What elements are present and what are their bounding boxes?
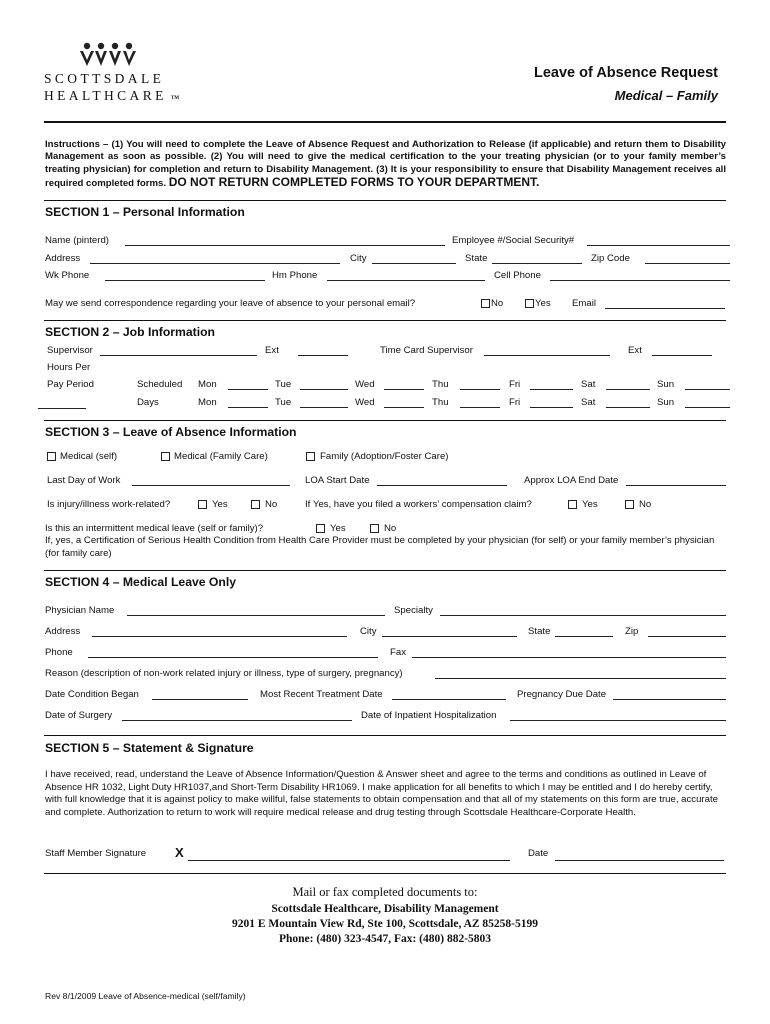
address-label: Address xyxy=(45,253,81,264)
hm-phone-label: Hm Phone xyxy=(272,270,318,281)
surgery-date-field[interactable] xyxy=(122,720,352,721)
days-sun-label: Sun xyxy=(657,397,675,408)
physician-zip-field[interactable] xyxy=(648,636,726,637)
email-no-label: No xyxy=(491,298,504,309)
medical-self-label: Medical (self) xyxy=(60,451,118,462)
scheduled-tue-label: Tue xyxy=(275,379,292,390)
pregnancy-due-label: Pregnancy Due Date xyxy=(517,689,607,700)
work-related-label: Is injury/illness work-related? xyxy=(47,499,171,510)
medical-self-checkbox[interactable] xyxy=(47,452,56,461)
email-yes-checkbox[interactable] xyxy=(525,299,534,308)
scheduled-mon-field[interactable] xyxy=(228,389,268,390)
wk-phone-label: Wk Phone xyxy=(45,270,90,281)
name-label: Name (pinterd) xyxy=(45,235,109,246)
family-adoption-checkbox[interactable] xyxy=(306,452,315,461)
days-sat-label: Sat xyxy=(581,397,596,408)
recent-treatment-label: Most Recent Treatment Date xyxy=(260,689,383,700)
reason-label: Reason (description of non-work related injury or illness, type of surgery, pregnancy) xyxy=(45,668,403,679)
scheduled-sat-field[interactable] xyxy=(606,389,650,390)
section3-title: SECTION 3 – Leave of Absence Information xyxy=(45,425,297,439)
signature-x-mark: X xyxy=(175,845,184,860)
days-sat-field[interactable] xyxy=(606,407,650,408)
intermittent-yes-checkbox[interactable] xyxy=(316,524,325,533)
specialty-field[interactable] xyxy=(440,615,726,616)
days-sun-field[interactable] xyxy=(685,407,730,408)
work-related-yes-label: Yes xyxy=(212,499,228,510)
days-thu-label: Thu xyxy=(432,397,449,408)
pregnancy-due-field[interactable] xyxy=(613,699,726,700)
logo-line-1: SCOTTSDALE xyxy=(44,71,165,86)
physician-field[interactable] xyxy=(127,615,385,616)
work-related-no-label: No xyxy=(265,499,278,510)
scheduled-wed-field[interactable] xyxy=(384,389,424,390)
revision-note: Rev 8/1/2009 Leave of Absence-medical (self/family) xyxy=(45,991,246,1001)
signature-date-field[interactable] xyxy=(555,860,724,861)
timecard-supervisor-label: Time Card Supervisor xyxy=(380,345,473,356)
cell-phone-field[interactable] xyxy=(550,280,730,281)
footer-divider xyxy=(44,873,726,874)
header-divider xyxy=(44,121,726,123)
state-label: State xyxy=(465,253,488,264)
timecard-ext-field[interactable] xyxy=(652,355,712,356)
supervisor-label: Supervisor xyxy=(47,345,93,356)
scheduled-fri-field[interactable] xyxy=(530,389,573,390)
scheduled-label: Scheduled xyxy=(137,379,183,390)
days-fri-field[interactable] xyxy=(530,407,573,408)
statement-text: I have received, read, understand the Leave of Absence Information/Question & Answer sheet and agree to the terms and conditions as outlined in Leave of Absence HR 1032, Light Duty HR1037,and Short-Term Disability HR1069. I make application for all benefits to which I may be entitled and I do hereby certify, with full knowledge that it is against policy to make willful, false statements to obtain compensation and that all of my statements on this form are true, accurate and complete. Authorization to return to work will require medical release and drug testing through Scottsdale Healthcare-Corporate Health. xyxy=(45,769,718,818)
family-adoption-label: Family (Adoption/Foster Care) xyxy=(320,451,449,462)
recent-treatment-field[interactable] xyxy=(392,699,506,700)
days-tue-label: Tue xyxy=(275,397,292,408)
supervisor-ext-label: Ext xyxy=(265,345,279,356)
scheduled-sun-field[interactable] xyxy=(685,389,730,390)
section4-divider xyxy=(44,570,726,571)
physician-state-label: State xyxy=(528,626,551,637)
email-label: Email xyxy=(572,298,596,309)
state-field[interactable] xyxy=(492,263,582,264)
workers-comp-yes-checkbox[interactable] xyxy=(568,500,577,509)
hm-phone-field[interactable] xyxy=(327,280,485,281)
scheduled-mon-label: Mon xyxy=(198,379,217,390)
footer-org: Scottsdale Healthcare, Disability Management xyxy=(271,903,499,915)
days-wed-field[interactable] xyxy=(384,407,424,408)
page-subtitle: Medical – Family xyxy=(614,88,718,103)
medical-family-label: Medical (Family Care) xyxy=(174,451,268,462)
timecard-supervisor-field[interactable] xyxy=(484,355,610,356)
inpatient-field[interactable] xyxy=(510,720,726,721)
certification-note: If, yes, a Certification of Serious Health Condition from Health Care Provider must be completed by your physician (for self) or your family member’s physician (for family care) xyxy=(45,535,715,559)
scheduled-fri-label: Fri xyxy=(509,379,521,390)
days-fri-label: Fri xyxy=(509,397,521,408)
pay-period-label: Pay Period xyxy=(47,379,94,390)
scheduled-thu-label: Thu xyxy=(432,379,449,390)
signature-label: Staff Member Signature xyxy=(45,848,147,859)
physician-state-field[interactable] xyxy=(555,636,613,637)
footer-address: 9201 E Mountain View Rd, Ste 100, Scottsdale, AZ 85258-5199 xyxy=(231,918,539,930)
intermittent-label: Is this an intermittent medical leave (self or family)? xyxy=(45,523,264,534)
email-yes-label: Yes xyxy=(535,298,551,309)
zip-code-label: Zip Code xyxy=(591,253,630,264)
days-tue-field[interactable] xyxy=(300,407,348,408)
city-field[interactable] xyxy=(372,263,456,264)
days-thu-field[interactable] xyxy=(460,407,500,408)
section2-title: SECTION 2 – Job Information xyxy=(45,325,215,339)
section5-divider xyxy=(44,735,726,736)
workers-comp-no-label: No xyxy=(639,499,652,510)
signature-date-label: Date xyxy=(528,848,549,859)
reason-field[interactable] xyxy=(435,678,726,679)
inpatient-label: Date of Inpatient Hospitalization xyxy=(361,710,497,721)
physician-address-label: Address xyxy=(45,626,81,637)
email-field[interactable] xyxy=(605,308,725,309)
supervisor-field[interactable] xyxy=(100,355,257,356)
loa-end-field[interactable] xyxy=(626,485,726,486)
physician-phone-label: Phone xyxy=(45,647,73,658)
signature-field[interactable] xyxy=(188,860,510,861)
section1-title: SECTION 1 – Personal Information xyxy=(45,205,245,219)
workers-comp-no-checkbox[interactable] xyxy=(625,500,634,509)
workers-comp-label: If Yes, have you filed a workers’ compensation claim? xyxy=(305,499,532,510)
days-wed-label: Wed xyxy=(355,397,375,408)
physician-fax-field[interactable] xyxy=(412,657,726,658)
physician-address-field[interactable] xyxy=(92,636,347,637)
instructions-text: Instructions – (1) You will need to complete the Leave of Absence Request and Authorization to Release (if applicable) and return them to Disability Management as soon as possible. (2) You will need to give the medical certification to the your treating physician (or to your family member’s treating physician) for completion and return to Disability Management. (3) It is your responsibility to ensure that Disability Management receives all required completed forms. xyxy=(45,139,726,190)
employee-number-label: Employee #/Social Security# xyxy=(452,235,575,246)
scheduled-sat-label: Sat xyxy=(581,379,596,390)
work-related-yes-checkbox[interactable] xyxy=(198,500,207,509)
intermittent-no-checkbox[interactable] xyxy=(370,524,379,533)
scheduled-thu-field[interactable] xyxy=(460,389,500,390)
intermittent-yes-label: Yes xyxy=(330,523,346,534)
work-related-no-checkbox[interactable] xyxy=(251,500,260,509)
section4-title: SECTION 4 – Medical Leave Only xyxy=(45,575,237,589)
last-day-field[interactable] xyxy=(132,485,290,486)
zip-code-field[interactable] xyxy=(645,263,730,264)
days-label: Days xyxy=(137,397,159,408)
scheduled-wed-label: Wed xyxy=(355,379,375,390)
days-mon-field[interactable] xyxy=(228,407,268,408)
cell-phone-label: Cell Phone xyxy=(494,270,541,281)
scheduled-sun-label: Sun xyxy=(657,379,675,390)
medical-family-checkbox[interactable] xyxy=(161,452,170,461)
mail-instructions: Mail or fax completed documents to: xyxy=(292,885,478,899)
logo-trademark: TM xyxy=(171,96,180,101)
supervisor-ext-field[interactable] xyxy=(298,355,348,356)
address-field[interactable] xyxy=(90,263,340,264)
physician-city-label: City xyxy=(360,626,377,637)
section5-title: SECTION 5 – Statement & Signature xyxy=(45,741,254,755)
section1-divider xyxy=(44,200,726,201)
loa-start-label: LOA Start Date xyxy=(305,475,370,486)
hours-per-label: Hours Per xyxy=(47,362,91,373)
loa-start-field[interactable] xyxy=(377,485,507,486)
loa-end-label: Approx LOA End Date xyxy=(524,475,619,486)
physician-phone-field[interactable] xyxy=(88,657,378,658)
days-mon-label: Mon xyxy=(198,397,217,408)
workers-comp-yes-label: Yes xyxy=(582,499,598,510)
scottsdale-logo-icon xyxy=(78,42,138,68)
page-title: Leave of Absence Request xyxy=(534,65,718,81)
specialty-label: Specialty xyxy=(394,605,433,616)
physician-label: Physician Name xyxy=(45,605,115,616)
surgery-date-label: Date of Surgery xyxy=(45,710,113,721)
section3-divider xyxy=(44,420,726,421)
scheduled-tue-field[interactable] xyxy=(300,389,348,390)
logo-line-2: HEALTHCARE xyxy=(44,88,167,103)
employee-number-field[interactable] xyxy=(587,245,730,246)
physician-zip-label: Zip xyxy=(625,626,639,637)
email-question: May we send correspondence regarding your leave of absence to your personal email? xyxy=(45,298,416,309)
wk-phone-field[interactable] xyxy=(105,280,265,281)
physician-city-field[interactable] xyxy=(382,636,517,637)
physician-fax-label: Fax xyxy=(390,647,406,658)
email-no-checkbox[interactable] xyxy=(481,299,490,308)
section2-divider xyxy=(44,320,726,321)
hours-per-pay-period-field[interactable] xyxy=(38,408,86,409)
footer-phone: Phone: (480) 323-4547, Fax: (480) 882-5803 xyxy=(278,933,492,945)
name-field[interactable] xyxy=(125,245,445,246)
intermittent-no-label: No xyxy=(384,523,397,534)
condition-began-label: Date Condition Began xyxy=(45,689,139,700)
condition-began-field[interactable] xyxy=(152,699,248,700)
last-day-label: Last Day of Work xyxy=(47,475,121,486)
timecard-ext-label: Ext xyxy=(628,345,642,356)
instructions-emphasis: DO NOT RETURN COMPLETED FORMS TO YOUR DEPARTMENT. xyxy=(168,175,540,190)
instructions xyxy=(45,139,726,191)
city-label: City xyxy=(350,253,367,264)
